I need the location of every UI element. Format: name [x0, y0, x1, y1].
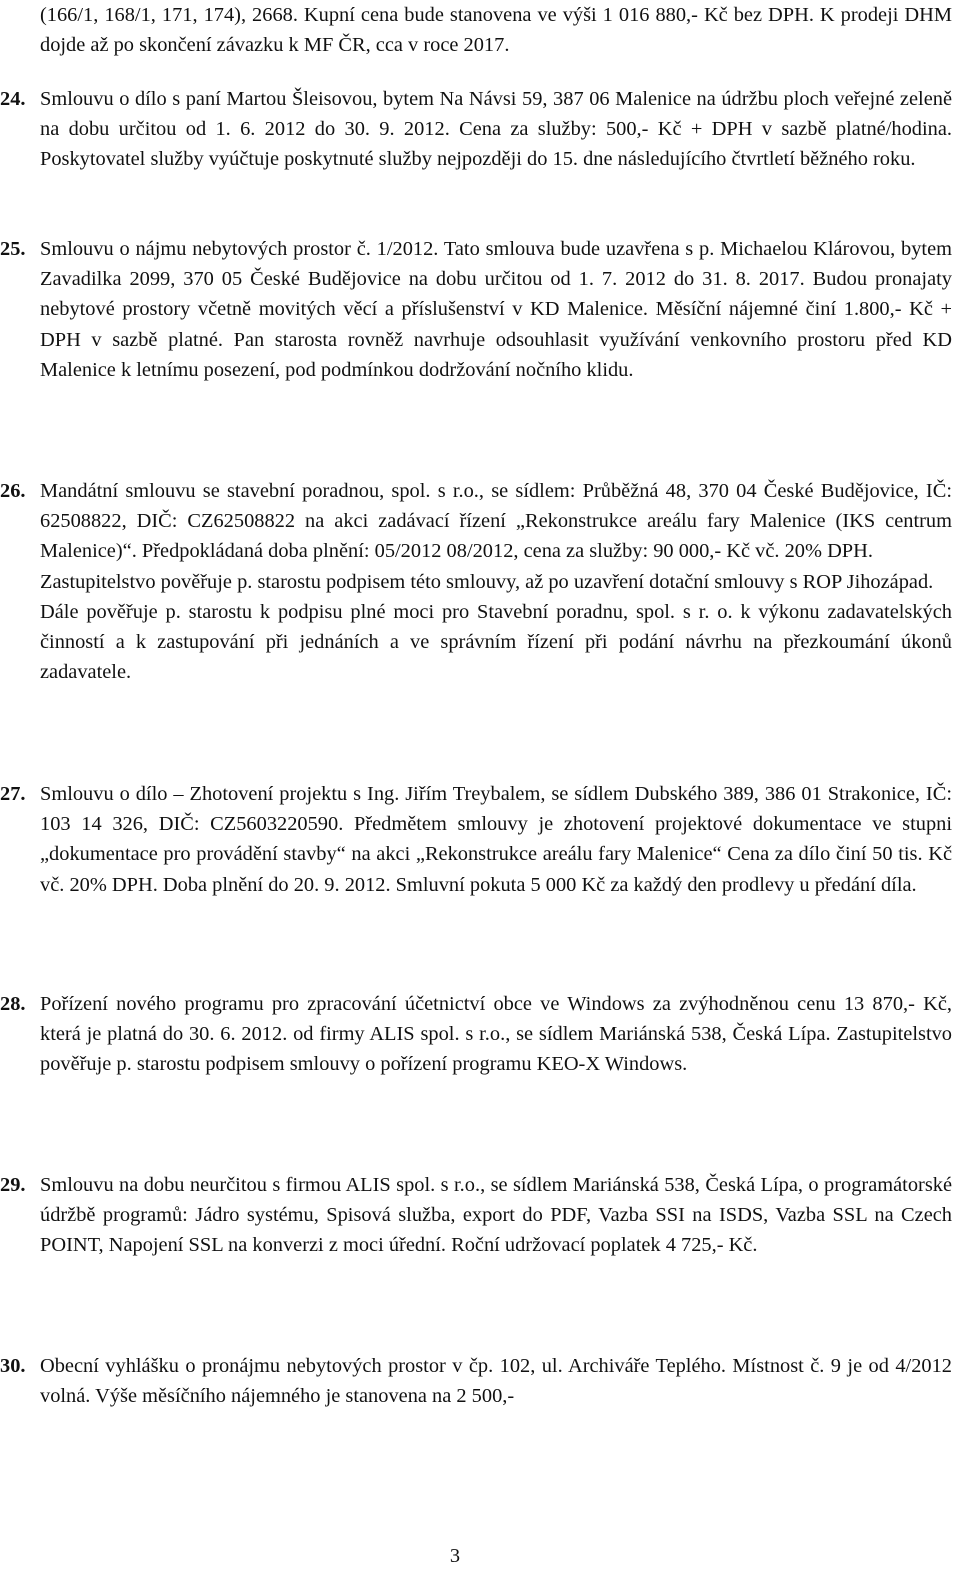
item-paragraph-1: Mandátní smlouvu se stavební poradnou, spol. s r.o., se sídlem: Průběžná 48, 370 04 České Budějovice, IČ: 62508822, DIČ: CZ62508822 na akci zadávací řízení „Rekonstrukce areálu fary Malenice (IKS centrum Malenice)“. Předpokládaná doba plnění: 05/2012 08/2012, cena za služby: 90 000,- Kč vč. 20% DPH.	[40, 480, 952, 563]
list-item-25	[0, 234, 952, 385]
item-number: 25.	[0, 238, 26, 260]
list-item-30	[0, 1351, 952, 1411]
item-text: Smlouvu na dobu neurčitou s firmou ALIS spol. s r.o., se sídlem Mariánská 538, Česká Lípa, o programátorské údržbě programů: Jádro systému, Spisová služba, export do PDF, Vazba SSI na ISDS, Vazba SSL na Czech POINT, Napojení SSL na konverzi z moci úřední. Roční udržovací poplatek 4 725,- Kč.	[40, 1174, 952, 1257]
item-number: 28.	[0, 993, 26, 1015]
item-number: 29.	[0, 1174, 26, 1196]
item-paragraph-2: Zastupitelstvo pověřuje p. starostu podpisem této smlouvy, až po uzavření dotační smlouvy s ROP Jihozápad.	[40, 570, 934, 593]
page-number: 3	[449, 1545, 461, 1567]
item-number: 26.	[0, 480, 26, 502]
list-item-27	[0, 779, 952, 900]
item-text: Smlouvu o nájmu nebytových prostor č. 1/2012. Tato smlouva bude uzavřena s p. Michaelou Klárovou, bytem Zavadilka 2099, 370 05 České Budějovice na dobu určitou od 1. 7. 2012 do 31. 8. 2017. Budou pronajaty nebytové prostory včetně movitých věcí a příslušenství v KD Malenice. Měsíční nájemné činí 1.800,- Kč + DPH v sazbě platné. Pan starosta rovněž navrhuje odsouhlasit využívání venkovního prostoru před KD Malenice k letnímu posezení, pod podmínkou dodržování nočního klidu.	[40, 238, 952, 381]
list-item-28	[0, 989, 952, 1080]
item-text: Obecní vyhlášku o pronájmu nebytových prostor v čp. 102, ul. Archiváře Teplého. Místnost č. 9 je od 4/2012 volná. Výše měsíčního nájemného je stanovena na 2 500,-	[40, 1355, 952, 1408]
item-text: Pořízení nového programu pro zpracování účetnictví obce ve Windows za zvýhodněnou cenu 13 870,- Kč, která je platná do 30. 6. 2012. od firmy ALIS spol. s r.o., se sídlem Mariánská 538, Česká Lípa. Zastupitelstvo pověřuje p. starostu podpisem smlouvy o pořízení programu KEO-X Windows.	[40, 993, 952, 1076]
item-number: 30.	[0, 1355, 26, 1377]
intro-paragraph: (166/1, 168/1, 171, 174), 2668. Kupní cena bude stanovena ve výši 1 016 880,- Kč bez DPH. K prodeji DHM dojde až po skončení závazku k MF ČR, cca v roce 2017.	[40, 4, 952, 57]
list-item-24	[0, 84, 952, 175]
item-text: Smlouvu o dílo s paní Martou Šleisovou, bytem Na Návsi 59, 387 06 Malenice na údržbu ploch veřejné zeleně na dobu určitou od 1. 6. 2012 do 30. 9. 2012. Cena za služby: 500,- Kč + DPH v sazbě platné/hodina. Poskytovatel služby vyúčtuje poskytnuté služby nejpozději do 15. dne následujícího čtvrtletí běžného roku.	[40, 88, 952, 171]
item-paragraph-3: Dále pověřuje p. starostu k podpisu plné moci pro Stavební poradnu, spol. s r. o. k výkonu zadavatelských činností a k zastupování při jednáních a ve správním řízení při podání návrhu na přezkoumání úkonů zadavatele.	[40, 600, 952, 684]
item-text: Smlouvu o dílo – Zhotovení projektu s Ing. Jiřím Treybalem, se sídlem Dubského 389, 386 01 Strakonice, IČ: 103 14 326, DIČ: CZ5603220590. Předmětem smlouvy je zhotovení projektové dokumentace ve stupni „dokumentace pro provádění stavby“ na akci „Rekonstrukce areálu fary Malenice“ Cena za dílo činí 50 tis. Kč vč. 20% DPH. Doba plnění do 20. 9. 2012. Smluvní pokuta 5 000 Kč za každý den prodlevy u předání díla.	[40, 783, 952, 896]
item-number: 24.	[0, 88, 26, 110]
list-item-26	[0, 476, 952, 687]
list-item-29	[0, 1170, 952, 1261]
item-number: 27.	[0, 783, 26, 805]
